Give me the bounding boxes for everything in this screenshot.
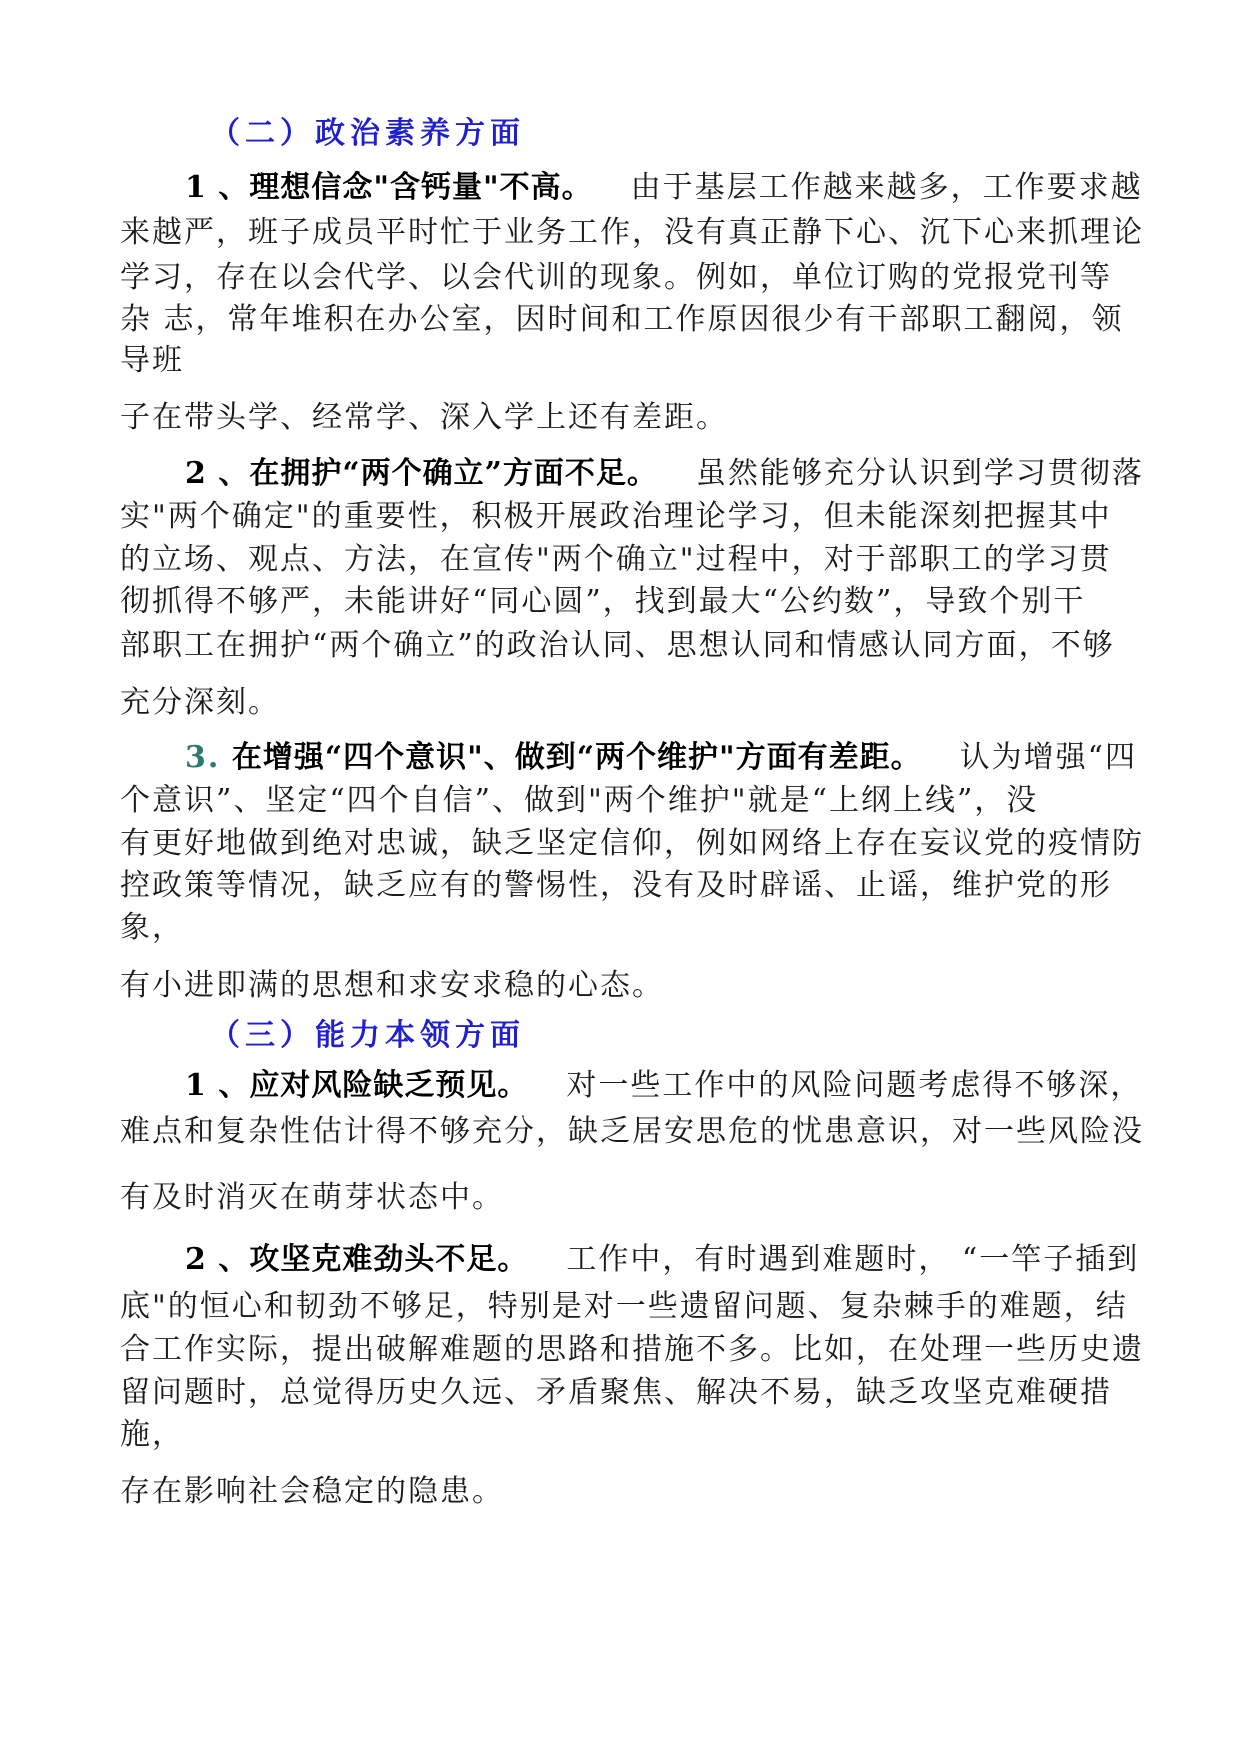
paragraph-line: 有及时消灭在萌芽状态中。 — [120, 1180, 504, 1215]
paragraph-line: 难点和复杂性估计得不够充分，缺乏居安思危的忧患意识，对一些风险没 — [120, 1114, 1144, 1149]
paragraph-line: 施， — [120, 1417, 184, 1452]
paragraph-line — [185, 1240, 1139, 1280]
paragraph-line — [185, 738, 1137, 778]
paragraph-line — [185, 168, 1143, 208]
paragraph-text: 虽然能够充分认识到学习贯彻落 — [695, 456, 1144, 491]
paragraph-number: 3. — [185, 740, 221, 775]
paragraph-lead: 2 、在拥护“两个确立”方面不足。 — [185, 456, 658, 491]
paragraph-line: 学习，存在以会代学、以会代训的现象。例如，单位订购的党报党刊等 — [120, 260, 1112, 295]
paragraph-line: 部职工在拥护“两个确立”的政治认同、思想认同和情感认同方面，不够 — [120, 628, 1115, 663]
paragraph-line — [185, 1066, 1142, 1106]
paragraph-line: 象， — [120, 910, 184, 945]
paragraph-line: 个意识”、坚定“四个自信”、做到"两个维护"就是“上纲上线”，没 — [120, 783, 1039, 818]
section-heading-political: （二）政治素养方面 — [210, 116, 525, 151]
paragraph-line: 的立场、观点、方法，在宣传"两个确立"过程中，对于部职工的学习贯 — [120, 542, 1112, 577]
paragraph-line: 实"两个确定"的重要性，积极开展政治理论学习，但未能深刻把握其中 — [120, 499, 1112, 534]
paragraph-lead: 在增强“四个意识"、做到“两个维护"方面有差距。 — [231, 740, 922, 775]
paragraph-line: 有小进即满的思想和求安求稳的心态。 — [120, 968, 664, 1003]
paragraph-text: 由于基层工作越来越多，工作要求越 — [630, 170, 1143, 205]
paragraph-line: 杂 志，常年堆积在办公室，因时间和工作原因很少有干部职工翻阅，领 — [120, 302, 1124, 337]
paragraph-line — [185, 454, 1144, 494]
paragraph-line: 充分深刻。 — [120, 685, 280, 720]
paragraph-line: 来越严，班子成员平时忙于业务工作，没有真正静下心、沉下心来抓理论 — [120, 215, 1144, 250]
section-heading-ability: （三）能力本领方面 — [210, 1018, 525, 1053]
paragraph-text: 认为增强“四 — [959, 740, 1137, 775]
paragraph-lead: 1 、理想信念"含钙量"不高。 — [185, 170, 593, 205]
paragraph-text: 对一些工作中的风险问题考虑得不够深， — [566, 1068, 1143, 1103]
paragraph-line: 控政策等情况，缺乏应有的警惕性，没有及时辟谣、止谣，维护党的形 — [120, 868, 1112, 903]
paragraph-line: 存在影响社会稳定的隐患。 — [120, 1474, 504, 1509]
paragraph-text: 工作中，有时遇到难题时， “一竿子插到 — [566, 1242, 1140, 1277]
paragraph-line: 子在带头学、经常学、深入学上还有差距。 — [120, 400, 728, 435]
paragraph-line: 合工作实际，提出破解难题的思路和措施不多。比如，在处理一些历史遗 — [120, 1332, 1144, 1367]
paragraph-lead: 2 、攻坚克难劲头不足。 — [185, 1242, 529, 1277]
paragraph-line: 彻抓得不够严，未能讲好“同心圆”，找到最大“公约数”，导致个别干 — [120, 584, 1086, 619]
paragraph-line: 有更好地做到绝对忠诚，缺乏坚定信仰，例如网络上存在妄议党的疫情防 — [120, 826, 1144, 861]
paragraph-lead: 1 、应对风险缺乏预见。 — [185, 1068, 529, 1103]
paragraph-line: 留问题时，总觉得历史久远、矛盾聚焦、解决不易，缺乏攻坚克难硬措 — [120, 1375, 1112, 1410]
paragraph-line: 底"的恒心和韧劲不够足，特别是对一些遗留问题、复杂棘手的难题，结 — [120, 1289, 1128, 1324]
paragraph-line: 导班 — [120, 343, 184, 378]
